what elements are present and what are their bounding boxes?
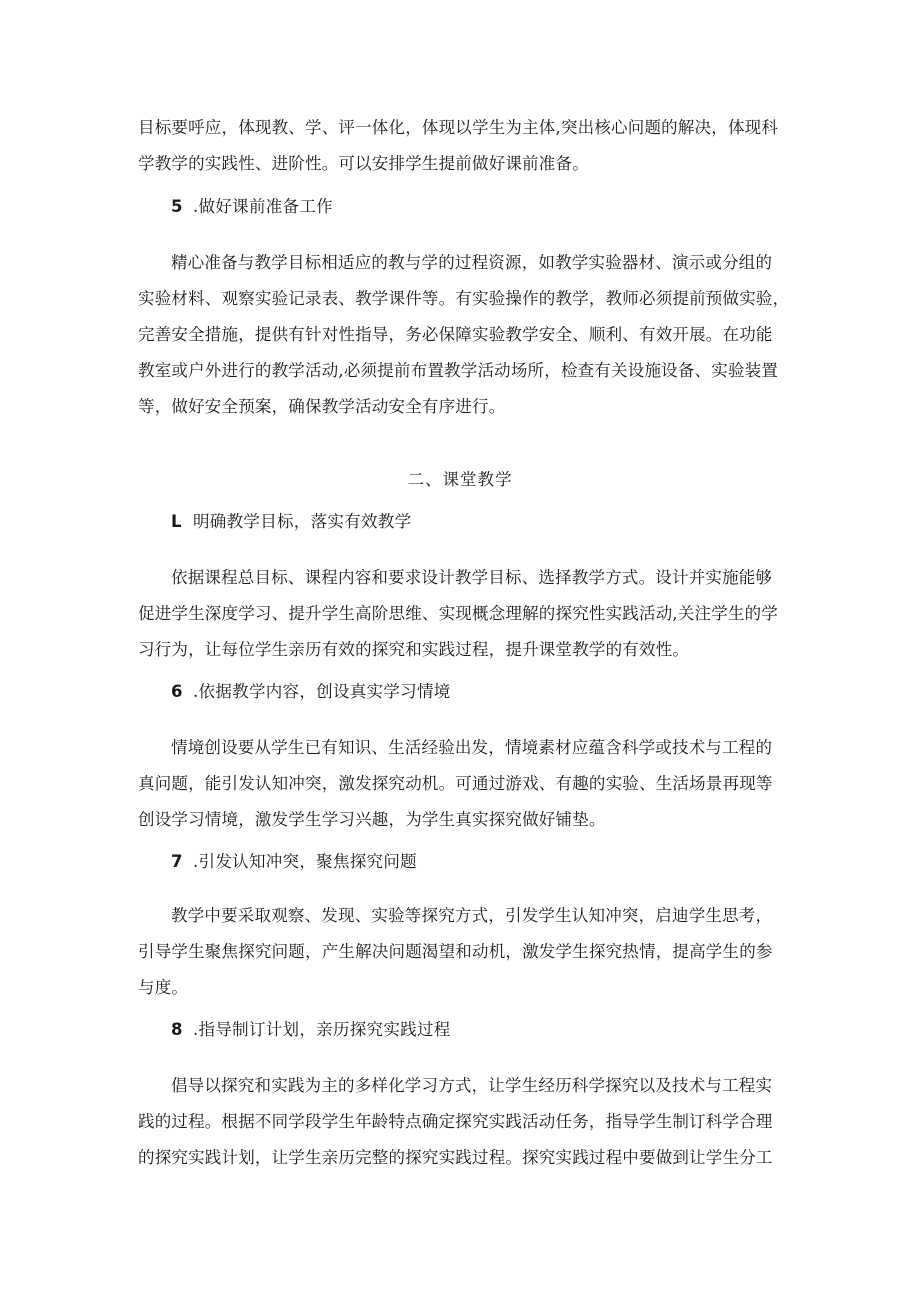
paragraph-lesson-goal-continuation xyxy=(138,110,784,182)
paragraph-line: 学教学的实践性、进阶性。可以安排学生提前做好课前准备。 xyxy=(138,154,589,173)
paragraph-inquiry-focus xyxy=(138,898,784,1006)
paragraph-line: 依据课程总目标、课程内容和要求设计教学目标、选择教学方式。设计并实施能够 xyxy=(171,568,773,587)
heading-1-clear-goals xyxy=(171,510,411,534)
heading-number: 8 xyxy=(171,1020,183,1039)
heading-8-inquiry-plan xyxy=(171,1018,451,1042)
heading-number: L xyxy=(171,512,182,531)
heading-5-prep-work xyxy=(171,195,333,219)
heading-number: 7 xyxy=(171,852,183,871)
heading-text: 明确教学目标，落实有效教学 xyxy=(193,512,412,531)
paragraph-line: 创设学习情境，激发学生学习兴趣，为学生真实探究做好铺垫。 xyxy=(138,810,606,829)
section-title-classroom-teaching: 二、课堂教学 xyxy=(407,470,513,489)
paragraph-line: 教学中要采取观察、发现、实验等探究方式，引发学生认知冲突，启迪学生思考， xyxy=(171,906,773,925)
heading-text: .引发认知冲突，聚焦探究问题 xyxy=(193,852,417,871)
paragraph-line: 引导学生聚焦探究问题，产生解决问题渴望和动机，激发学生探究热情，提高学生的参 xyxy=(138,942,773,961)
heading-6-learning-context xyxy=(171,680,451,704)
paragraph-line: 等，做好安全预案，确保教学活动安全有序进行。 xyxy=(138,397,506,416)
paragraph-context-creation xyxy=(138,730,784,838)
paragraph-line: 践的过程。根据不同学段学生年龄特点确定探究实践活动任务，指导学生制订科学合理 xyxy=(138,1112,773,1131)
heading-text: .指导制订计划，亲历探究实践过程 xyxy=(193,1020,451,1039)
heading-7-cognitive-conflict xyxy=(171,850,417,874)
paragraph-line: 情境创设要从学生已有知识、生活经验出发，情境素材应蕴含科学或技术与工程的 xyxy=(171,738,773,757)
paragraph-line: 真问题，能引发认知冲突，激发探究动机。可通过游戏、有趣的实验、生活场景再现等 xyxy=(138,774,773,793)
paragraph-line: 教室或户外进行的教学活动,必须提前布置教学活动场所，检查有关设施设备、实验装置 xyxy=(138,361,779,380)
heading-text: .依据教学内容，创设真实学习情境 xyxy=(193,682,451,701)
paragraph-line: 实验材料、观察实验记录表、教学课件等。有实验操作的教学，教师必须提前预做实验， xyxy=(138,289,790,308)
paragraph-line: 与度。 xyxy=(138,978,189,997)
paragraph-inquiry-practice xyxy=(138,1068,784,1176)
paragraph-effective-teaching xyxy=(138,560,784,668)
paragraph-line: 完善安全措施，提供有针对性指导，务必保障实验教学安全、顺利、有效开展。在功能 xyxy=(138,325,773,344)
paragraph-line: 促进学生深度学习、提升学生高阶思维、实现概念理解的探究性实践活动,关注学生的学 xyxy=(138,604,779,623)
heading-number: 6 xyxy=(171,682,183,701)
paragraph-prep-resources xyxy=(138,245,790,425)
paragraph-line: 倡导以探究和实践为主的多样化学习方式，让学生经历科学探究以及技术与工程实 xyxy=(171,1076,773,1095)
paragraph-line: 目标要呼应，体现教、学、评一体化，体现以学生为主体,突出核心问题的解决，体现科 xyxy=(138,118,779,137)
heading-text: .做好课前准备工作 xyxy=(193,197,333,216)
heading-number: 5 xyxy=(171,197,183,216)
paragraph-line: 精心准备与教学目标相适应的教与学的过程资源，如教学实验器材、演示或分组的 xyxy=(171,253,773,272)
paragraph-line: 的探究实践计划，让学生亲历完整的探究实践过程。探究实践过程中要做到让学生分工 xyxy=(138,1148,773,1167)
paragraph-line: 习行为，让每位学生亲历有效的探究和实践过程，提升课堂教学的有效性。 xyxy=(138,640,690,659)
